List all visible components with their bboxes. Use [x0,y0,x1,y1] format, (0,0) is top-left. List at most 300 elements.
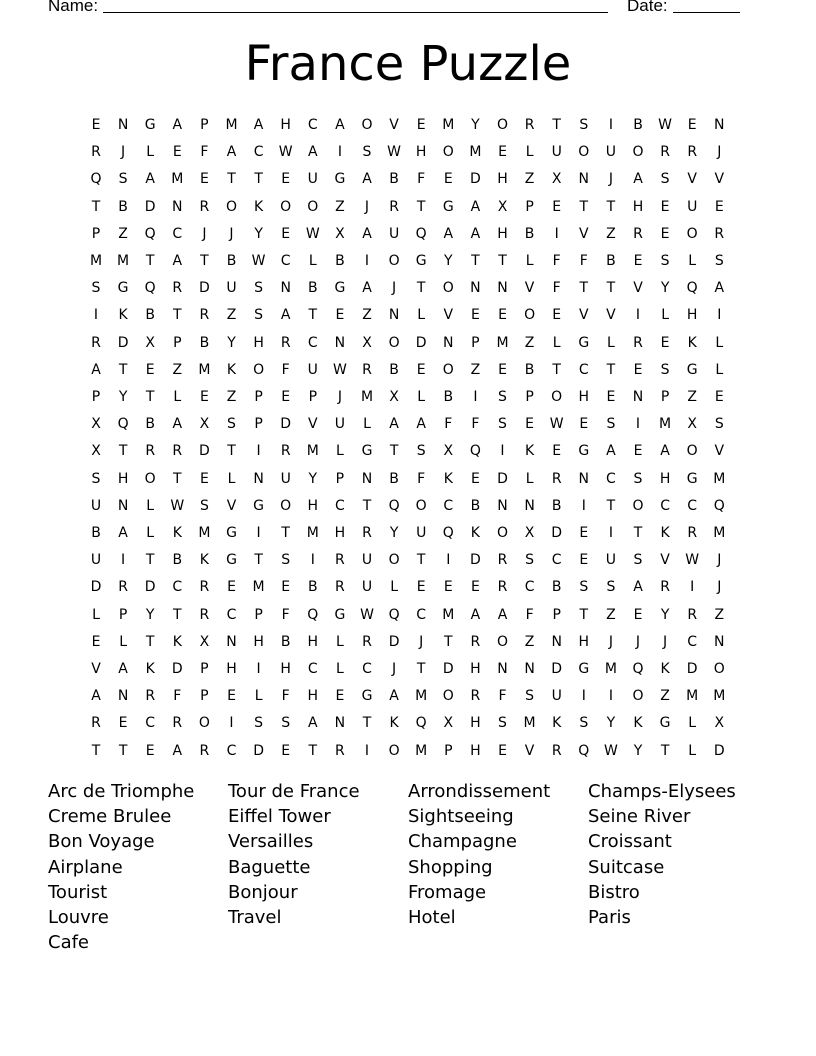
grid-letter: M [198,361,211,378]
grid-letter: T [606,497,616,514]
grid-letter: B [389,470,399,487]
grid-letter: X [199,633,210,650]
grid-letter: W [360,606,374,623]
grid-letter: L [227,470,236,487]
word-column [228,779,403,930]
grid-letter: S [498,715,507,732]
grid-letter: A [389,416,399,433]
grid-letter: Y [254,225,263,242]
grid-letter: P [660,389,670,405]
grid-letter: B [389,171,399,188]
grid-letter: A [660,443,670,460]
grid-letter: E [498,144,507,161]
grid-letter: Z [524,171,535,188]
grid-letter: I [608,688,613,705]
grid-letter: O [524,307,536,324]
grid-letter: T [579,198,589,215]
word-column [408,779,583,930]
grid-letter: O [442,688,454,705]
grid-letter: I [93,307,99,324]
grid-letter: H [578,389,590,405]
grid-letter: I [554,225,559,242]
grid-letter: M [415,688,428,705]
grid-letter: S [714,253,724,269]
grid-letter: W [603,742,618,759]
grid-letter: I [446,552,451,569]
word-bank-item: Cafe [48,932,90,954]
grid-letter: N [280,280,291,297]
grid-letter: R [335,552,345,569]
grid-letter: S [525,688,535,705]
grid-letter: H [497,171,508,188]
grid-letter: T [200,253,209,269]
grid-letter: O [442,144,454,161]
grid-letter: J [392,280,397,297]
grid-letter: R [660,579,670,596]
grid-letter: S [579,117,589,133]
grid-letter: L [715,361,724,378]
grid-letter: F [281,361,290,378]
grid-row [84,602,744,629]
grid-letter: N [714,633,725,650]
grid-letter: V [579,225,589,242]
grid-letter: X [91,416,101,433]
grid-letter: T [552,117,561,133]
grid-letter: Z [687,389,697,405]
grid-letter: D [388,633,400,650]
grid-letter: B [633,117,643,133]
grid-letter: K [254,198,264,215]
date-label: Date: [627,0,668,15]
grid-letter: S [579,715,589,732]
grid-letter: Y [444,253,453,269]
grid-letter: E [687,117,697,133]
grid-letter: N [361,470,373,487]
grid-row [84,384,744,411]
grid-letter: E [91,117,101,133]
word-bank-item: Baguette [228,856,311,878]
word-bank-item: Eiffel Tower [228,806,331,828]
grid-letter: K [525,443,535,460]
grid-letter: B [524,225,535,242]
grid-letter: Y [660,280,670,297]
grid-letter: Y [633,742,643,759]
grid-letter: U [687,198,698,215]
grid-letter: L [390,579,398,596]
grid-letter: A [172,117,183,133]
grid-letter: C [307,334,318,351]
grid-letter: E [579,552,589,569]
grid-letter: J [608,171,613,188]
grid-letter: J [663,633,668,650]
grid-letter: L [525,144,534,161]
grid-letter: I [717,307,722,324]
grid-letter: E [416,579,426,596]
grid-letter: F [417,171,426,188]
grid-letter: K [552,715,562,732]
grid-letter: A [335,117,345,133]
grid-letter: O [280,198,292,215]
word-bank-item: Bonjour [228,881,298,903]
grid-letter: W [170,497,185,514]
grid-letter: Y [308,470,318,487]
grid-letter: A [389,688,399,705]
grid-letter: Y [389,525,399,541]
grid-letter: T [173,307,182,324]
grid-letter: Q [469,443,481,460]
grid-letter: R [335,742,345,759]
grid-letter: E [633,361,643,378]
grid-letter: E [227,688,236,705]
grid-letter: D [415,334,427,351]
grid-letter: I [635,416,641,433]
grid-letter: O [253,361,265,378]
grid-letter: E [714,198,724,215]
grid-letter: C [524,579,535,596]
word-bank-item: Tour de France [228,781,360,802]
word-bank-item: Bon Voyage [48,831,155,853]
grid-letter: E [281,742,291,759]
grid-letter: I [500,443,505,460]
grid-letter: T [606,361,616,378]
grid-letter: K [226,361,237,378]
grid-letter: D [117,334,129,351]
grid-letter: D [199,443,210,460]
grid-letter: N [551,633,562,650]
grid-letter: K [633,715,643,732]
grid-letter: M [523,715,536,732]
grid-letter: V [714,171,725,188]
grid-letter: F [525,606,534,623]
grid-letter: R [362,633,372,650]
word-bank-item: Croissant [588,831,672,853]
grid-letter: T [471,253,480,269]
grid-letter: K [660,525,670,541]
grid-letter: R [199,606,210,623]
grid-letter: R [199,198,210,215]
grid-letter: B [199,334,210,351]
grid-row [84,738,744,765]
grid-letter: U [307,361,318,378]
grid-letter: U [551,688,562,705]
grid-letter: R [362,361,372,378]
grid-letter: T [118,742,128,759]
grid-letter: V [660,552,670,569]
grid-letter: I [364,253,370,269]
grid-letter: B [443,389,454,405]
grid-letter: Q [117,416,129,433]
header-line [48,0,748,18]
grid-row [84,710,744,737]
grid-letter: J [717,552,722,569]
grid-letter: A [308,715,318,732]
word-bank-item: Tourist [48,881,108,903]
grid-letter: A [362,280,372,297]
grid-row [84,547,744,574]
grid-letter: H [470,661,481,677]
word-bank-item: Airplane [48,856,123,878]
grid-letter: J [608,633,613,650]
grid-letter: B [524,361,535,378]
grid-letter: E [552,443,562,460]
grid-letter: H [280,117,291,133]
grid-letter: X [145,334,155,351]
grid-letter: E [470,470,480,487]
grid-letter: Q [415,715,427,732]
grid-letter: E [118,715,128,732]
grid-letter: A [226,144,237,161]
grid-letter: G [226,525,237,541]
grid-letter: C [253,144,264,161]
grid-letter: Q [388,606,400,623]
grid-letter: T [145,389,155,405]
grid-letter: G [253,497,265,514]
grid-letter: C [362,661,372,677]
grid-letter: T [118,361,128,378]
grid-letter: S [606,416,616,433]
grid-letter: P [471,334,480,351]
grid-letter: S [498,416,507,433]
grid-letter: E [335,307,345,324]
grid-letter: N [578,171,590,188]
grid-letter: V [579,307,589,324]
grid-letter: N [714,117,725,133]
grid-letter: P [552,606,561,623]
grid-letter: E [552,307,562,324]
word-bank-item: Champagne [408,831,517,853]
grid-letter: X [199,416,210,433]
grid-letter: K [145,661,155,677]
grid-letter: Y [145,606,155,623]
grid-letter: N [470,280,481,297]
grid-letter: H [415,144,427,161]
grid-letter: E [416,361,426,378]
grid-letter: M [442,606,455,623]
grid-letter: H [226,661,237,677]
grid-letter: V [687,171,697,188]
grid-letter: O [496,633,509,650]
grid-letter: X [551,171,562,188]
grid-letter: T [552,361,561,378]
grid-row [84,112,744,139]
grid-letter: A [633,171,643,188]
grid-letter: E [199,470,209,487]
grid-letter: E [470,307,480,324]
grid-letter: E [281,225,291,242]
grid-letter: O [361,117,373,133]
grid-letter: M [604,661,617,677]
grid-letter: I [581,688,586,705]
grid-letter: T [227,443,236,460]
grid-letter: S [199,497,209,514]
grid-letter: Z [660,688,670,705]
grid-letter: T [606,198,616,215]
grid-letter: G [578,334,590,351]
grid-letter: N [524,661,535,677]
grid-letter: H [659,470,671,487]
grid-letter: L [119,633,127,650]
grid-letter: I [256,443,261,460]
grid-letter: E [172,144,182,161]
grid-letter: D [551,661,563,677]
grid-letter: N [334,715,346,732]
grid-letter: C [307,117,318,133]
grid-letter: T [416,198,426,215]
grid-letter: K [172,525,182,541]
grid-letter: G [334,280,346,297]
grid-letter: Z [470,361,481,378]
grid-letter: O [442,361,454,378]
grid-letter: T [308,307,318,324]
grid-row [84,302,744,329]
grid-letter: G [117,280,129,297]
grid-row [84,411,744,438]
grid-letter: R [470,688,481,705]
grid-letter: E [633,606,643,623]
grid-letter: J [337,389,342,405]
grid-letter: L [661,307,669,324]
grid-letter: I [608,117,613,133]
grid-letter: J [392,661,397,677]
grid-letter: O [686,225,698,242]
grid-letter: O [551,389,563,405]
grid-letter: W [305,225,320,242]
grid-row [84,275,744,302]
grid-letter: Q [307,606,319,623]
grid-letter: N [253,470,264,487]
grid-letter: J [229,225,234,242]
grid-letter: S [660,171,670,188]
grid-letter: B [280,633,291,650]
grid-letter: Y [606,715,616,732]
grid-letter: C [578,361,589,378]
grid-letter: C [335,497,345,514]
grid-letter: E [227,579,236,596]
grid-letter: O [198,715,210,732]
grid-letter: O [225,198,238,215]
page-title: France Puzzle [244,36,572,92]
grid-letter: O [307,198,319,215]
grid-letter: U [90,497,102,514]
grid-letter: H [307,633,319,650]
grid-letter: S [91,280,101,297]
grid-letter: S [362,144,372,161]
grid-letter: U [551,144,562,161]
grid-letter: U [226,280,237,297]
grid-letter: Z [226,389,237,405]
grid-letter: R [362,525,372,541]
grid-letter: D [171,661,183,677]
grid-letter: O [686,443,698,460]
grid-letter: P [254,389,263,405]
grid-letter: M [415,742,428,759]
grid-letter: S [525,552,535,569]
word-bank-item: Seine River [588,806,691,828]
grid-letter: J [364,198,370,215]
word-bank-item: Arrondissement [408,781,551,802]
grid-letter: I [608,525,613,541]
grid-letter: R [118,579,128,596]
grid-letter: H [307,497,319,514]
grid-letter: R [172,443,183,460]
grid-letter: B [551,497,562,514]
grid-letter: C [226,606,237,623]
grid-letter: X [91,443,101,460]
word-bank-item: Travel [228,906,282,928]
grid-letter: K [389,715,399,732]
grid-letter: T [145,633,155,650]
grid-letter: A [253,117,264,133]
grid-letter: Z [606,606,616,623]
grid-letter: A [470,225,481,242]
grid-letter: R [91,144,101,161]
grid-letter: F [498,688,507,705]
grid-letter: T [91,742,101,759]
word-bank-item: Bistro [588,881,640,903]
grid-letter: D [199,280,210,297]
grid-letter: N [524,497,535,514]
grid-letter: L [363,416,371,433]
grid-letter: R [389,198,399,215]
grid-letter: G [442,198,454,215]
grid-letter: D [713,742,725,759]
grid-letter: R [199,742,210,759]
grid-letter: R [687,525,698,541]
grid-letter: T [91,198,101,215]
grid-letter: E [416,117,426,133]
grid-letter: T [362,715,372,732]
grid-letter: Z [714,606,725,623]
grid-letter: E [281,171,291,188]
grid-letter: F [173,688,182,705]
grid-letter: R [687,144,698,161]
grid-row [84,330,744,357]
grid-letter: P [525,198,534,215]
grid-letter: F [281,688,290,705]
grid-letter: L [146,497,155,514]
word-column [588,779,763,930]
grid-letter: H [578,633,590,650]
grid-letter: S [579,579,589,596]
grid-letter: L [417,389,426,405]
grid-letter: L [688,715,697,732]
grid-letter: M [89,253,103,269]
grid-letter: A [308,144,318,161]
grid-letter: U [605,552,617,569]
grid-letter: P [173,334,182,351]
grid-letter: N [117,497,129,514]
grid-letter: R [687,606,698,623]
grid-letter: O [496,117,509,133]
grid-letter: E [660,198,670,215]
grid-letter: L [688,253,697,269]
grid-letter: V [633,280,643,297]
grid-letter: O [388,742,400,759]
grid-letter: Q [686,280,698,297]
grid-row [84,493,744,520]
grid-letter: B [172,552,183,569]
grid-letter: Z [362,307,372,324]
grid-letter: U [334,416,346,433]
grid-letter: I [473,389,478,405]
grid-letter: I [229,715,234,732]
grid-letter: A [118,525,128,541]
grid-letter: E [145,361,155,378]
grid-letter: D [686,661,698,677]
grid-letter: L [606,334,615,351]
grid-letter: R [145,688,156,705]
grid-letter: W [685,552,700,569]
